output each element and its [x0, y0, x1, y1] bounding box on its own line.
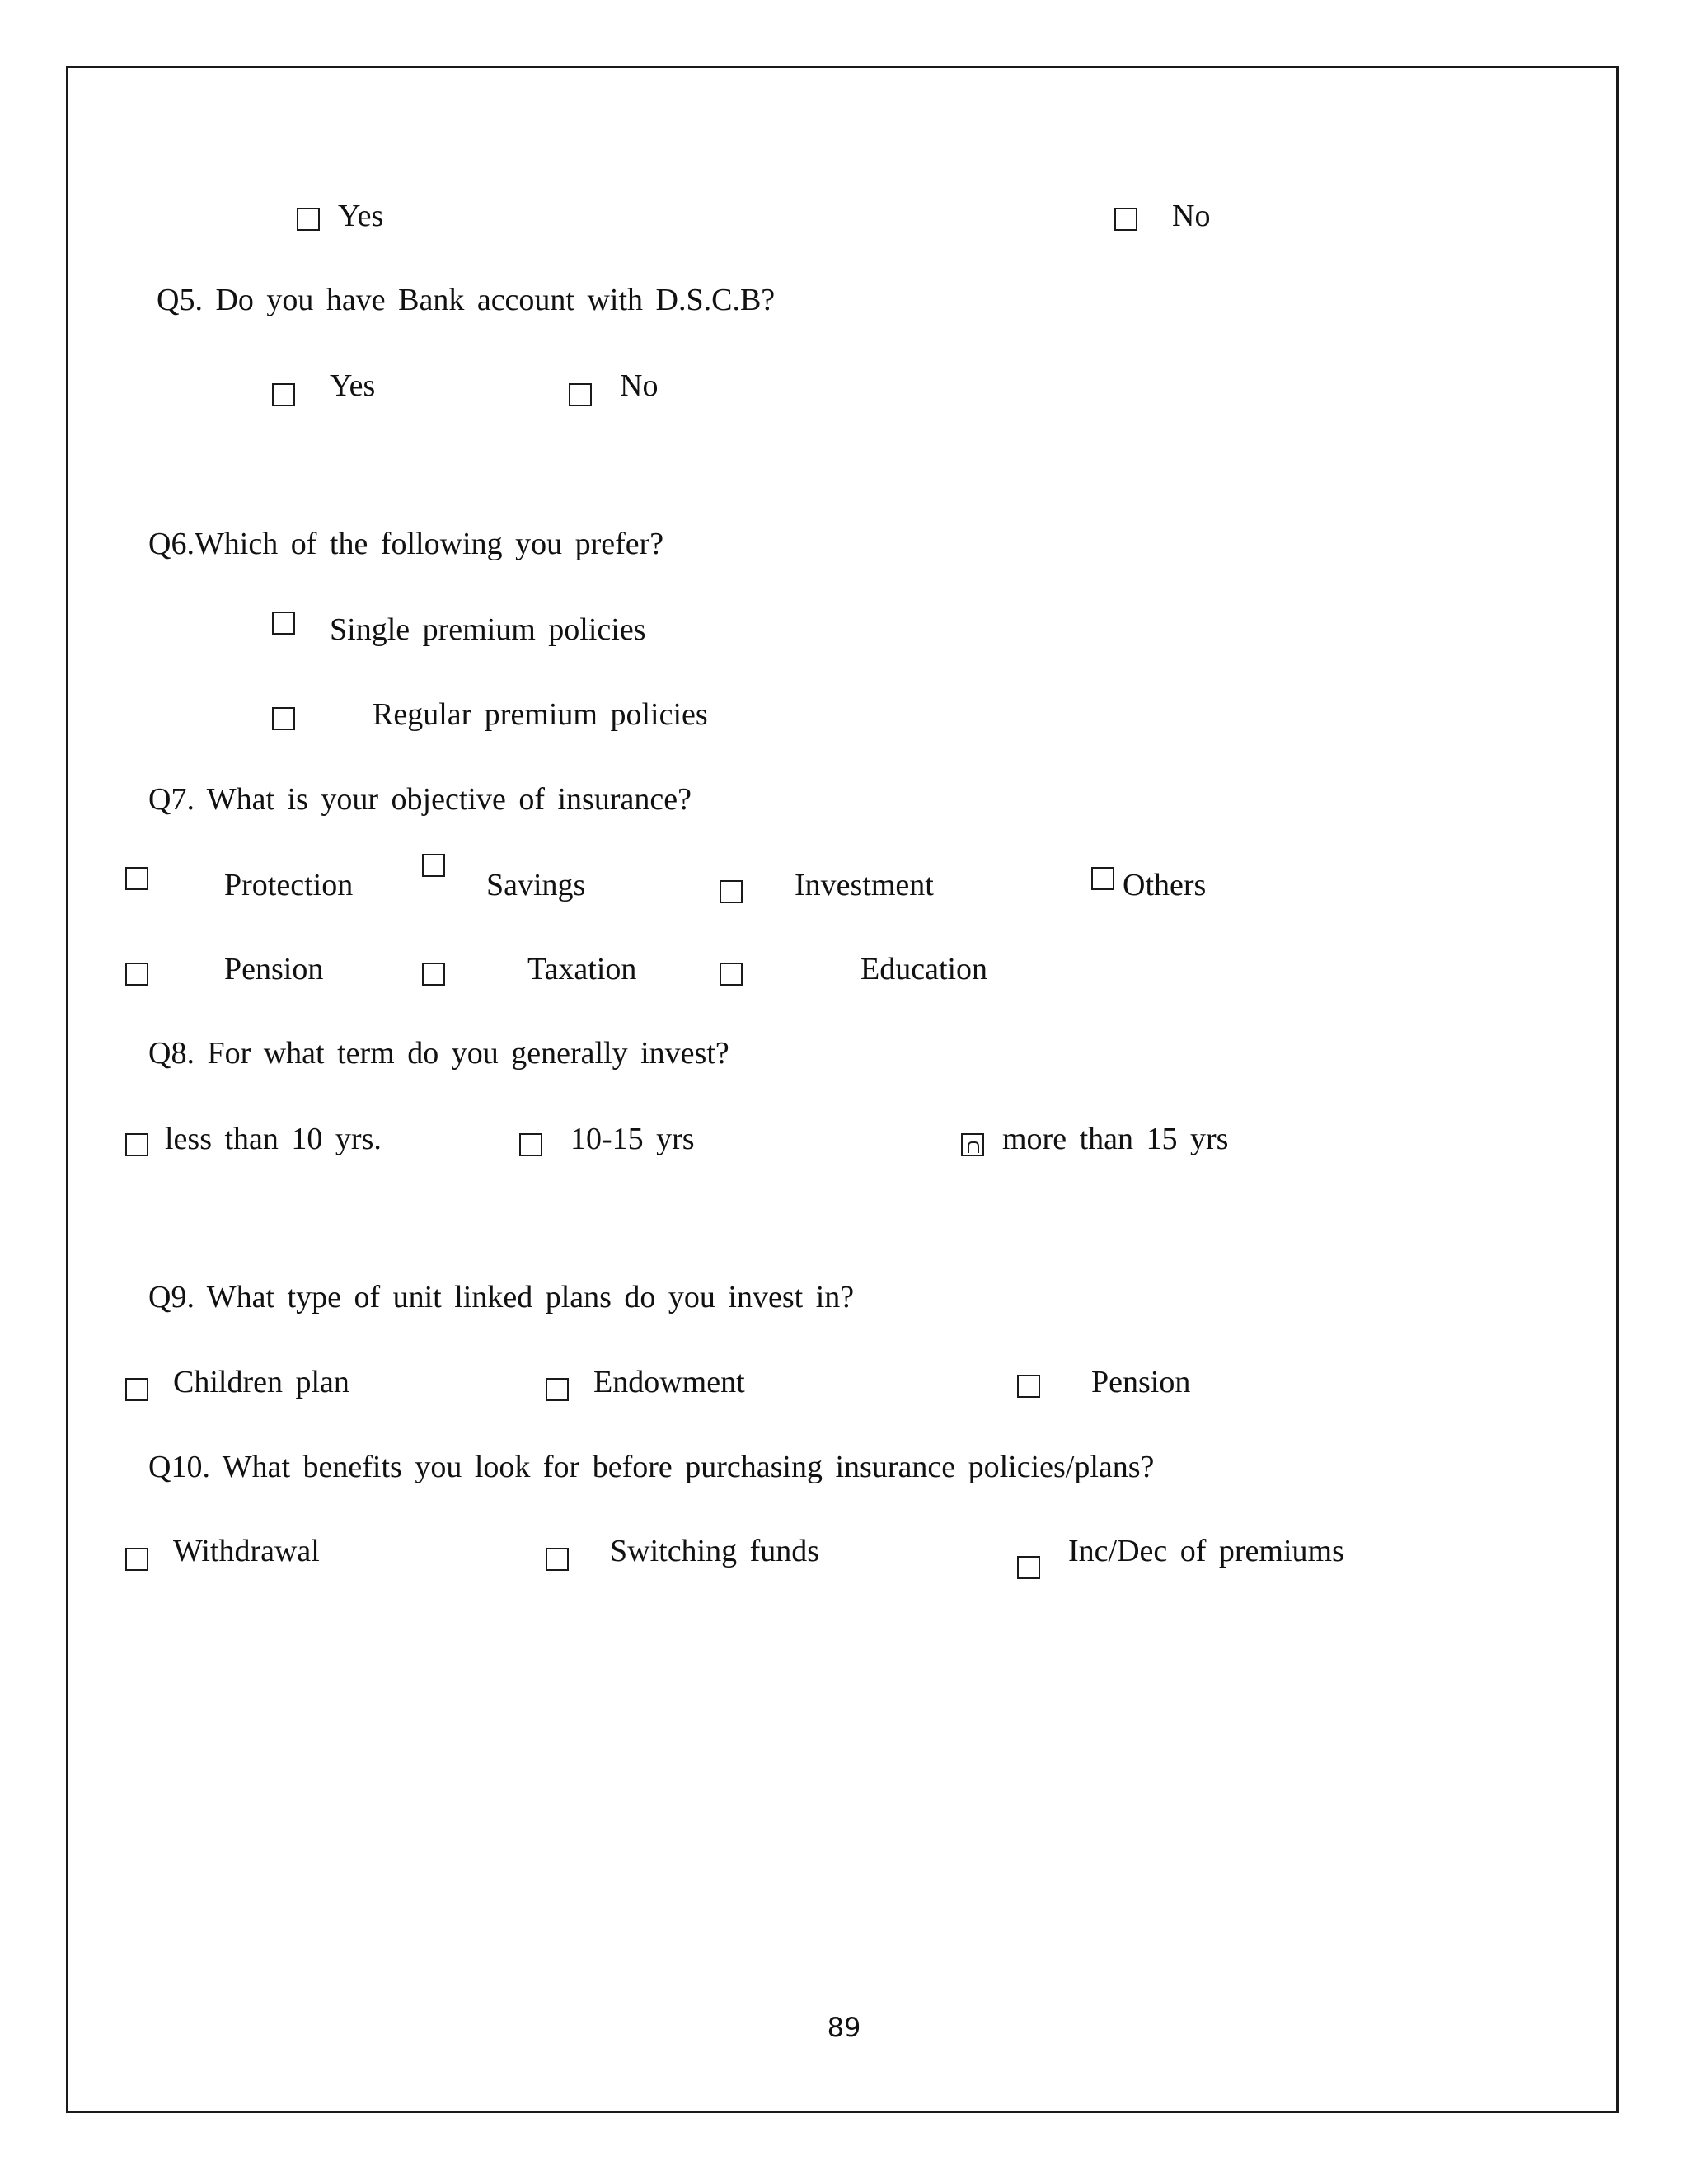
page-number: 89 — [827, 2012, 861, 2043]
q10-question: Q10. What benefits you look for before purchasing insurance policies/plans? — [148, 1450, 1155, 1484]
q7-investment-checkbox[interactable] — [720, 880, 743, 903]
q7-others-checkbox[interactable] — [1091, 867, 1114, 890]
q8-question: Q8. For what term do you generally invest? — [148, 1036, 729, 1071]
q9-pension-label: Pension — [1091, 1365, 1191, 1399]
q5-yes-checkbox[interactable] — [272, 383, 295, 406]
q7-others-label: Others — [1123, 868, 1207, 902]
q7-question: Q7. What is your objective of insurance? — [148, 782, 692, 817]
q6-regular-premium-checkbox[interactable] — [272, 707, 295, 730]
q8-less-than-10-checkbox[interactable] — [125, 1133, 148, 1156]
q4-yes-checkbox[interactable] — [297, 208, 320, 231]
q8-more-than-15-label: more than 15 yrs — [1002, 1122, 1229, 1156]
q8-10-15-label: 10-15 yrs — [570, 1122, 695, 1156]
q8-less-than-10-label: less than 10 yrs. — [165, 1122, 382, 1156]
q7-savings-label: Savings — [486, 868, 586, 902]
q10-switching-funds-label: Switching funds — [610, 1534, 820, 1568]
q4-no-label: No — [1172, 199, 1211, 233]
q7-investment-label: Investment — [795, 868, 934, 902]
q8-more-than-15-checkbox[interactable] — [961, 1133, 984, 1156]
q10-inc-dec-premiums-label: Inc/Dec of premiums — [1068, 1534, 1344, 1568]
q7-taxation-label: Taxation — [528, 952, 637, 987]
q6-single-premium-checkbox[interactable] — [272, 612, 295, 635]
q10-switching-funds-checkbox[interactable] — [546, 1548, 569, 1571]
q9-children-plan-checkbox[interactable] — [125, 1378, 148, 1401]
q10-withdrawal-label: Withdrawal — [173, 1534, 320, 1568]
q4-no-checkbox[interactable] — [1114, 208, 1137, 231]
q6-regular-premium-label: Regular premium policies — [373, 697, 708, 732]
q4-yes-label: Yes — [338, 199, 384, 233]
q9-question: Q9. What type of unit linked plans do you invest in? — [148, 1280, 855, 1315]
q7-pension-checkbox[interactable] — [125, 963, 148, 986]
q7-protection-checkbox[interactable] — [125, 867, 148, 890]
page-border — [66, 66, 1619, 2113]
q10-inc-dec-premiums-checkbox[interactable] — [1017, 1556, 1040, 1579]
q7-taxation-checkbox[interactable] — [422, 963, 445, 986]
q9-endowment-checkbox[interactable] — [546, 1378, 569, 1401]
q10-withdrawal-checkbox[interactable] — [125, 1548, 148, 1571]
q5-no-label: No — [620, 368, 659, 403]
q7-protection-label: Protection — [224, 868, 354, 902]
q9-endowment-label: Endowment — [593, 1365, 745, 1399]
q5-yes-label: Yes — [330, 368, 376, 403]
q7-pension-label: Pension — [224, 952, 324, 987]
q9-pension-checkbox[interactable] — [1017, 1375, 1040, 1398]
q9-children-plan-label: Children plan — [173, 1365, 349, 1399]
q7-savings-checkbox[interactable] — [422, 854, 445, 877]
q8-10-15-checkbox[interactable] — [519, 1133, 542, 1156]
q7-education-checkbox[interactable] — [720, 963, 743, 986]
q6-question: Q6.Which of the following you prefer? — [148, 527, 664, 561]
q6-single-premium-label: Single premium policies — [330, 612, 646, 647]
q5-no-checkbox[interactable] — [569, 383, 592, 406]
q7-education-label: Education — [860, 952, 988, 987]
q5-question: Q5. Do you have Bank account with D.S.C.B? — [157, 283, 776, 317]
